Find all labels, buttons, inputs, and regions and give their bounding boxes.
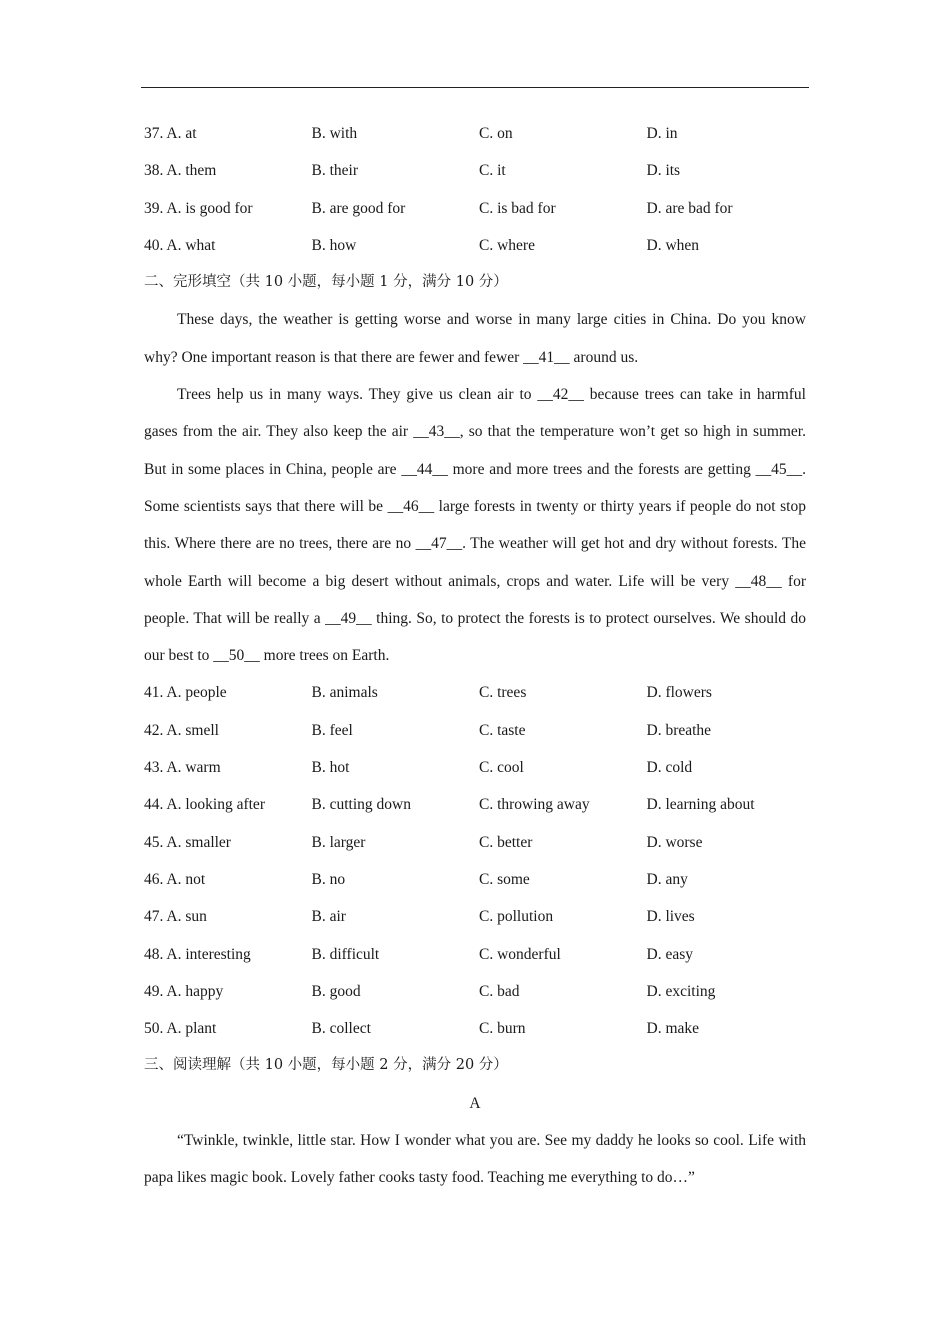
option-a: 45. A. smaller <box>144 833 231 851</box>
section-2-title: 二、完形填空（共 10 小题，每小题 1 分，满分 10 分） <box>144 274 508 291</box>
option-d: D. exciting <box>646 982 716 1000</box>
option-d: D. breathe <box>646 721 712 739</box>
option-d: D. lives <box>646 908 695 926</box>
option-d: D. in <box>646 125 678 142</box>
question-row <box>144 824 806 861</box>
option-b: B. animals <box>311 684 378 702</box>
option-d: D. make <box>646 1020 700 1038</box>
option-c: C. burn <box>479 1020 526 1038</box>
option-b: B. good <box>311 982 361 1000</box>
option-c: C. trees <box>479 684 527 702</box>
question-row <box>144 973 806 1010</box>
option-b: B. no <box>311 870 346 888</box>
passage-paragraph: “Twinkle, twinkle, little star. How I wonder what you are. See my daddy he looks so cool. Life with papa likes magic book. Lovely father cooks tasty food. Teaching me everything to do…” <box>144 1132 806 1187</box>
option-c: C. is bad for <box>479 199 556 217</box>
option-b: B. air <box>311 908 346 926</box>
questions-41-50 <box>144 674 806 1047</box>
header-rule <box>141 87 809 88</box>
questions-37-40 <box>144 115 806 264</box>
option-d: D. cold <box>646 759 693 777</box>
reading-passage <box>144 1122 806 1197</box>
question-row <box>144 786 806 823</box>
option-a: 49. A. happy <box>144 982 224 1000</box>
option-d: D. its <box>646 162 681 180</box>
option-b: B. larger <box>311 833 366 851</box>
question-row <box>144 152 806 189</box>
option-d: D. are bad for <box>646 199 733 217</box>
option-a: 38. A. them <box>144 162 217 180</box>
question-row <box>144 936 806 973</box>
option-b: B. their <box>311 162 358 180</box>
option-a: 43. A. warm <box>144 759 221 777</box>
option-a: 47. A. sun <box>144 908 207 926</box>
question-row <box>144 227 806 264</box>
option-a: 42. A. smell <box>144 721 219 739</box>
option-b: B. difficult <box>311 945 380 963</box>
option-d: D. learning about <box>646 796 755 814</box>
option-d: D. when <box>646 236 700 254</box>
option-c: C. cool <box>479 759 524 777</box>
option-a: 44. A. looking after <box>144 796 265 814</box>
question-row <box>144 190 806 227</box>
option-c: C. it <box>479 162 506 180</box>
option-a: 40. A. what <box>144 236 216 254</box>
cloze-passage <box>144 301 806 674</box>
option-c: C. some <box>479 870 530 888</box>
option-b: B. collect <box>311 1020 371 1038</box>
passage-label: A <box>469 1094 481 1112</box>
question-row <box>144 1010 806 1047</box>
option-d: D. any <box>646 870 688 888</box>
option-b: B. are good for <box>311 199 406 217</box>
option-d: D. easy <box>646 945 693 963</box>
question-row <box>144 674 806 711</box>
option-a: 50. A. plant <box>144 1020 217 1038</box>
option-c: C. wonderful <box>479 945 561 963</box>
section-3-title: 三、阅读理解（共 10 小题，每小题 2 分，满分 20 分） <box>144 1057 508 1074</box>
option-b: B. feel <box>311 721 353 739</box>
option-c: C. pollution <box>479 908 554 926</box>
option-a: 39. A. is good for <box>144 199 253 217</box>
option-d: D. worse <box>646 833 703 851</box>
option-a: 46. A. not <box>144 870 206 888</box>
question-row <box>144 749 806 786</box>
question-row <box>144 115 806 152</box>
option-a: 37. A. at <box>144 125 197 142</box>
question-row <box>144 898 806 935</box>
option-c: C. on <box>479 125 513 142</box>
option-b: B. hot <box>311 759 350 777</box>
option-a: 48. A. interesting <box>144 945 251 963</box>
passage-paragraph: These days, the weather is getting worse and worse in many large cities in China. Do you know why? One important reason is that there are fewer and fewer __41__ around us. <box>144 311 806 366</box>
option-a: 41. A. people <box>144 684 227 702</box>
option-c: C. where <box>479 236 535 254</box>
option-c: C. bad <box>479 982 520 1000</box>
question-row <box>144 861 806 898</box>
question-row <box>144 712 806 749</box>
option-c: C. better <box>479 833 533 851</box>
option-b: B. cutting down <box>311 796 411 814</box>
option-b: B. how <box>311 236 357 254</box>
option-b: B. with <box>311 125 358 142</box>
page-content <box>144 115 806 1197</box>
option-c: C. taste <box>479 721 526 739</box>
option-d: D. flowers <box>646 684 712 702</box>
option-c: C. throwing away <box>479 796 590 814</box>
passage-paragraph: Trees help us in many ways. They give us clean air to __42__ because trees can take in harmful gases from the air. They also keep the air __43__, so that the temperature won’t get so high in summer. But in some places in China, people are __44__ more and more trees and the forests are getting __45__. Some scientists says that there will be __46__ large forests in twenty or thirty years if people do not stop this. Where there are no trees, there are no __47__. The weather will get hot and dry without forests. The whole Earth will become a big desert without animals, crops and water. Life will be very __48__ for people. That will be really a __49__ thing. So, to protect the forests is to protect ourselves. We should do our best to __50__ more trees on Earth. <box>144 386 806 665</box>
